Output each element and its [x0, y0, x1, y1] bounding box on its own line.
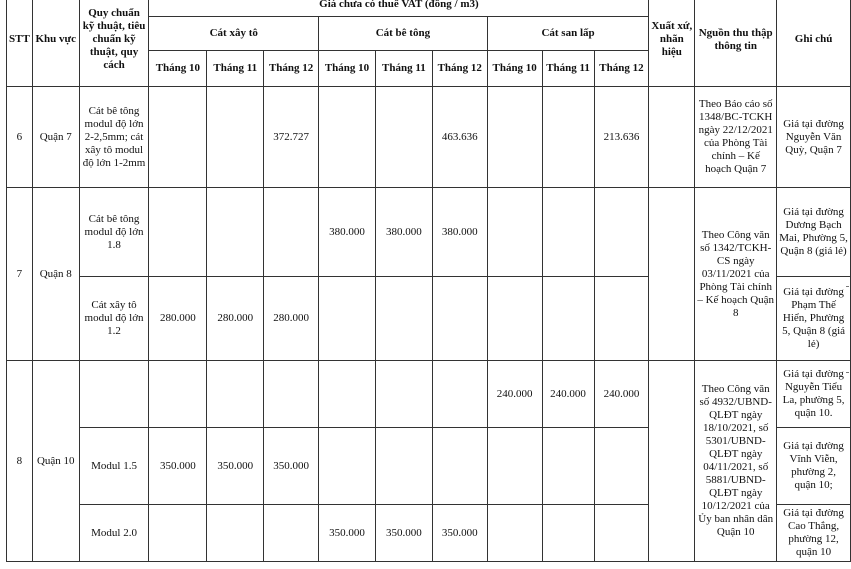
price-cell: 280.000 [264, 277, 319, 361]
price-cell: 463.636 [432, 87, 487, 188]
price-cell [594, 188, 649, 277]
price-cell [487, 277, 542, 361]
nguon-cell: Theo Báo cáo số 1348/BC-TCKH ngày 22/12/2021 của Phòng Tài chính – Kế hoạch Quận 7 [695, 87, 777, 188]
price-cell [207, 361, 264, 428]
price-cell [319, 361, 376, 428]
price-cell [149, 87, 207, 188]
month-header: Tháng 10 [487, 51, 542, 87]
price-cell: 380.000 [432, 188, 487, 277]
price-cell: 280.000 [207, 277, 264, 361]
price-cell [542, 505, 594, 562]
xuat-xu-cell [649, 87, 695, 188]
stt-cell: 7 [7, 188, 33, 361]
price-cell: 372.727 [264, 87, 319, 188]
price-cell: 240.000 [542, 361, 594, 428]
price-cell [487, 188, 542, 277]
price-cell: 280.000 [149, 277, 207, 361]
header-cat-xay-to: Cát xây tô [149, 17, 319, 51]
price-cell: 240.000 [594, 361, 649, 428]
nguon-cell: Theo Công văn số 4932/UBND-QLĐT ngày 18/10/2021, số 5301/UBND-QLĐT ngày 04/11/2021, số 5881/UBND-QLĐT ngày 10/12/2021 của Ủy ban nhân dân Quận 10 [695, 361, 777, 562]
ghi-chu-cell: Giá tại đường Dương Bạch Mai, Phường 5, Quận 8 (giá lẻ) [777, 188, 851, 277]
xuat-xu-cell [649, 361, 695, 562]
month-header: Tháng 11 [207, 51, 264, 87]
table-row [7, 188, 851, 277]
quy-cach-cell: Cát bê tông modul độ lớn 1.8 [79, 188, 149, 277]
header-cat-be-tong: Cát bê tông [319, 17, 488, 51]
quy-cach-cell: Modul 1.5 [79, 428, 149, 505]
table-row [7, 87, 851, 188]
price-cell [149, 361, 207, 428]
month-header: Tháng 11 [375, 51, 432, 87]
price-cell: 213.636 [594, 87, 649, 188]
price-cell [375, 361, 432, 428]
price-cell [542, 428, 594, 505]
price-cell [594, 277, 649, 361]
price-document [6, 0, 851, 562]
price-cell [264, 505, 319, 562]
khu-vuc-cell: Quận 8 [32, 188, 79, 361]
header-quy-chuan: Quy chuẩn kỹ thuật, tiêu chuẩn kỹ thuật, quy cách [79, 0, 149, 87]
price-cell [207, 188, 264, 277]
khu-vuc-cell: Quận 7 [32, 87, 79, 188]
table-row [7, 361, 851, 428]
price-cell [375, 87, 432, 188]
price-cell [149, 188, 207, 277]
header-stt: STT [7, 0, 33, 87]
month-header: Tháng 10 [149, 51, 207, 87]
header-cat-san-lap: Cát san lấp [487, 17, 649, 51]
quy-cach-cell: Modul 2.0 [79, 505, 149, 562]
header-row-1 [7, 0, 851, 17]
price-cell: 350.000 [264, 428, 319, 505]
month-header: Tháng 11 [542, 51, 594, 87]
month-header: Tháng 10 [319, 51, 376, 87]
price-cell: 350.000 [432, 505, 487, 562]
price-cell [487, 87, 542, 188]
price-cell [149, 505, 207, 562]
edge-mark [846, 372, 849, 373]
stt-cell: 8 [7, 361, 33, 562]
header-ghi-chu: Ghi chú [777, 0, 851, 87]
price-cell [264, 188, 319, 277]
price-cell [319, 428, 376, 505]
price-cell: 350.000 [319, 505, 376, 562]
price-cell: 350.000 [375, 505, 432, 562]
price-cell [207, 87, 264, 188]
price-cell [319, 277, 376, 361]
quy-cach-cell: Cát bê tông modul độ lớn 2-2,5mm; cát xây tô modul độ lớn 1-2mm [79, 87, 149, 188]
price-table [6, 0, 851, 562]
price-cell [487, 505, 542, 562]
edge-mark [846, 286, 849, 287]
price-cell: 350.000 [207, 428, 264, 505]
price-cell [207, 505, 264, 562]
header-nguon: Nguồn thu thập thông tin [695, 0, 777, 87]
price-cell [264, 361, 319, 428]
price-cell [542, 188, 594, 277]
price-cell [432, 277, 487, 361]
header-khu-vuc: Khu vực [32, 0, 79, 87]
month-header: Tháng 12 [264, 51, 319, 87]
stt-cell: 6 [7, 87, 33, 188]
header-xuat-xu: Xuất xứ, nhãn hiệu [649, 0, 695, 87]
header-gia: Giá chưa có thuế VAT (đồng / m3) [149, 0, 649, 17]
price-cell [432, 428, 487, 505]
price-cell [594, 428, 649, 505]
quy-cach-cell: Cát xây tô modul độ lớn 1.2 [79, 277, 149, 361]
month-header: Tháng 12 [594, 51, 649, 87]
price-cell [594, 505, 649, 562]
ghi-chu-cell: Giá tại đường Nguyễn Tiểu La, phường 5, quận 10. [777, 361, 851, 428]
price-cell: 380.000 [319, 188, 376, 277]
ghi-chu-cell: Giá tại đường Cao Thắng, phường 12, quận 10 [777, 505, 851, 562]
khu-vuc-cell: Quận 10 [32, 361, 79, 562]
price-cell [375, 277, 432, 361]
price-cell [319, 87, 376, 188]
price-cell [432, 361, 487, 428]
ghi-chu-cell: Giá tại đường Vĩnh Viễn, phường 2, quận 10; [777, 428, 851, 505]
price-cell: 350.000 [149, 428, 207, 505]
price-cell [542, 87, 594, 188]
price-cell [487, 428, 542, 505]
nguon-cell: Theo Công văn số 1342/TCKH-CS ngày 03/11/2021 của Phòng Tài chính – Kế hoạch Quận 8 [695, 188, 777, 361]
price-cell: 240.000 [487, 361, 542, 428]
price-cell: 380.000 [375, 188, 432, 277]
ghi-chu-cell: Giá tại đường Phạm Thế Hiển, Phường 5, Quận 8 (giá lẻ) [777, 277, 851, 361]
month-header: Tháng 12 [432, 51, 487, 87]
price-cell [542, 277, 594, 361]
ghi-chu-cell: Giá tại đường Nguyễn Văn Quỳ, Quận 7 [777, 87, 851, 188]
xuat-xu-cell [649, 188, 695, 361]
price-cell [375, 428, 432, 505]
quy-cach-cell [79, 361, 149, 428]
